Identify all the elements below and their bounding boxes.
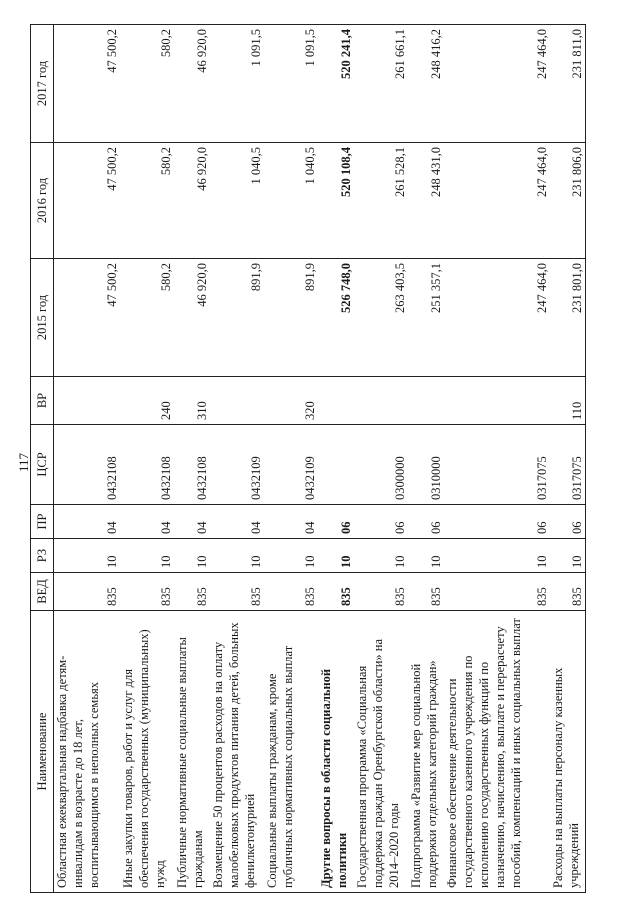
cell-ved: 835: [550, 573, 586, 611]
table-row: [264, 25, 318, 893]
table-row: [210, 25, 264, 893]
cell-y2017: 1 091,5: [264, 25, 318, 143]
cell-rz: 10: [318, 539, 354, 573]
cell-y2017: 231 811,0: [550, 25, 586, 143]
cell-pr: 06: [444, 505, 550, 539]
cell-csr: 0432109: [264, 425, 318, 505]
header-vr: ВР: [31, 377, 54, 425]
cell-pr: 06: [408, 505, 444, 539]
cell-y2016: 520 108,4: [318, 143, 354, 259]
cell-y2015: 231 801,0: [550, 259, 586, 377]
cell-name: Другие вопросы в области социальной политики: [318, 611, 354, 893]
cell-rz: 10: [550, 539, 586, 573]
header-2017: 2017 год: [31, 25, 54, 143]
cell-ved: 835: [210, 573, 264, 611]
cell-y2017: 247 464,0: [444, 25, 550, 143]
cell-ved: 835: [354, 573, 408, 611]
cell-vr: [210, 377, 264, 425]
header-ved: ВЕД: [31, 573, 54, 611]
cell-csr: [318, 425, 354, 505]
cell-y2016: 1 040,5: [264, 143, 318, 259]
cell-vr: [444, 377, 550, 425]
cell-vr: 240: [120, 377, 174, 425]
cell-rz: 10: [444, 539, 550, 573]
cell-vr: 110: [550, 377, 586, 425]
cell-name: Расходы на выплаты персоналу казенных учреждений: [550, 611, 586, 893]
cell-y2015: 251 357,1: [408, 259, 444, 377]
table-row: [174, 25, 210, 893]
cell-pr: 06: [550, 505, 586, 539]
table-header-row: [31, 25, 54, 893]
cell-ved: 835: [264, 573, 318, 611]
cell-csr: 0432108: [174, 425, 210, 505]
header-2016: 2016 год: [31, 143, 54, 259]
header-rz: РЗ: [31, 539, 54, 573]
cell-vr: [408, 377, 444, 425]
cell-y2017: 261 661,1: [354, 25, 408, 143]
cell-vr: [354, 377, 408, 425]
cell-pr: 04: [54, 505, 120, 539]
table-row: [120, 25, 174, 893]
cell-y2017: 520 241,4: [318, 25, 354, 143]
cell-name: Публичные нормативные социальные выплаты гражданам: [174, 611, 210, 893]
cell-name: Государственная программа «Социальная поддержка граждан Оренбургской области» на 2014–2020 годы: [354, 611, 408, 893]
cell-name: Финансовое обеспечение деятельности государственного казенного учреждения по исполнению государственных функций по назначению, начислению, выплате и перерасчету пособий, компенсаций и иных социальных выплат: [444, 611, 550, 893]
cell-pr: 04: [210, 505, 264, 539]
cell-name: Социальные выплаты гражданам, кроме публичных нормативных социальных выплат: [264, 611, 318, 893]
cell-ved: 835: [318, 573, 354, 611]
cell-vr: 310: [174, 377, 210, 425]
cell-csr: 0317075: [550, 425, 586, 505]
cell-y2017: 1 091,5: [210, 25, 264, 143]
cell-ved: 835: [408, 573, 444, 611]
cell-pr: 04: [120, 505, 174, 539]
cell-ved: 835: [444, 573, 550, 611]
cell-vr: [54, 377, 120, 425]
cell-csr: 0300000: [354, 425, 408, 505]
cell-pr: 04: [264, 505, 318, 539]
header-pr: ПР: [31, 505, 54, 539]
header-2015: 2015 год: [31, 259, 54, 377]
cell-vr: 320: [264, 377, 318, 425]
cell-y2015: 247 464,0: [444, 259, 550, 377]
cell-y2016: 580,2: [120, 143, 174, 259]
cell-csr: 0310000: [408, 425, 444, 505]
cell-rz: 10: [408, 539, 444, 573]
table-body: [54, 25, 586, 893]
cell-y2015: 580,2: [120, 259, 174, 377]
cell-ved: 835: [54, 573, 120, 611]
table-row: [54, 25, 120, 893]
header-csr: ЦСР: [31, 425, 54, 505]
cell-csr: 0432108: [120, 425, 174, 505]
cell-ved: 835: [120, 573, 174, 611]
cell-rz: 10: [174, 539, 210, 573]
cell-name: Возмещение 50 процентов расходов на оплату малобелковых продуктов питания детей, больных фенилкетонурией: [210, 611, 264, 893]
table-row: [318, 25, 354, 893]
cell-y2016: 47 500,2: [54, 143, 120, 259]
cell-y2015: 46 920,0: [174, 259, 210, 377]
cell-pr: 06: [318, 505, 354, 539]
cell-rz: 10: [210, 539, 264, 573]
cell-rz: 10: [54, 539, 120, 573]
cell-y2016: 46 920,0: [174, 143, 210, 259]
budget-table: [30, 24, 586, 893]
cell-y2016: 247 464,0: [444, 143, 550, 259]
cell-rz: 10: [354, 539, 408, 573]
cell-y2017: 580,2: [120, 25, 174, 143]
header-name: Наименование: [31, 611, 54, 893]
cell-y2016: 261 528,1: [354, 143, 408, 259]
cell-y2015: 526 748,0: [318, 259, 354, 377]
table-row: [550, 25, 586, 893]
cell-rz: 10: [120, 539, 174, 573]
cell-name: Областная ежеквартальная надбавка детям-инвалидам в возрасте до 18 лет, воспитывающимся в неполных семьях: [54, 611, 120, 893]
cell-vr: [318, 377, 354, 425]
table-row: [408, 25, 444, 893]
cell-y2017: 47 500,2: [54, 25, 120, 143]
table-row: [354, 25, 408, 893]
cell-y2015: 891,9: [264, 259, 318, 377]
cell-y2015: 47 500,2: [54, 259, 120, 377]
cell-pr: 06: [354, 505, 408, 539]
cell-y2017: 46 920,0: [174, 25, 210, 143]
cell-name: Подпрограмма «Развитие мер социальной поддержки отдельных категорий граждан»: [408, 611, 444, 893]
cell-rz: 10: [264, 539, 318, 573]
cell-y2015: 891,9: [210, 259, 264, 377]
cell-y2016: 248 431,0: [408, 143, 444, 259]
cell-y2015: 263 403,5: [354, 259, 408, 377]
cell-y2017: 248 416,2: [408, 25, 444, 143]
cell-y2016: 1 040,5: [210, 143, 264, 259]
cell-ved: 835: [174, 573, 210, 611]
table-row: [444, 25, 550, 893]
cell-csr: 0432108: [54, 425, 120, 505]
cell-csr: 0317075: [444, 425, 550, 505]
cell-name: Иные закупки товаров, работ и услуг для обеспечения государственных (муниципальных) нужд: [120, 611, 174, 893]
page-number: 117: [16, 452, 31, 472]
cell-csr: 0432109: [210, 425, 264, 505]
cell-pr: 04: [174, 505, 210, 539]
cell-y2016: 231 806,0: [550, 143, 586, 259]
